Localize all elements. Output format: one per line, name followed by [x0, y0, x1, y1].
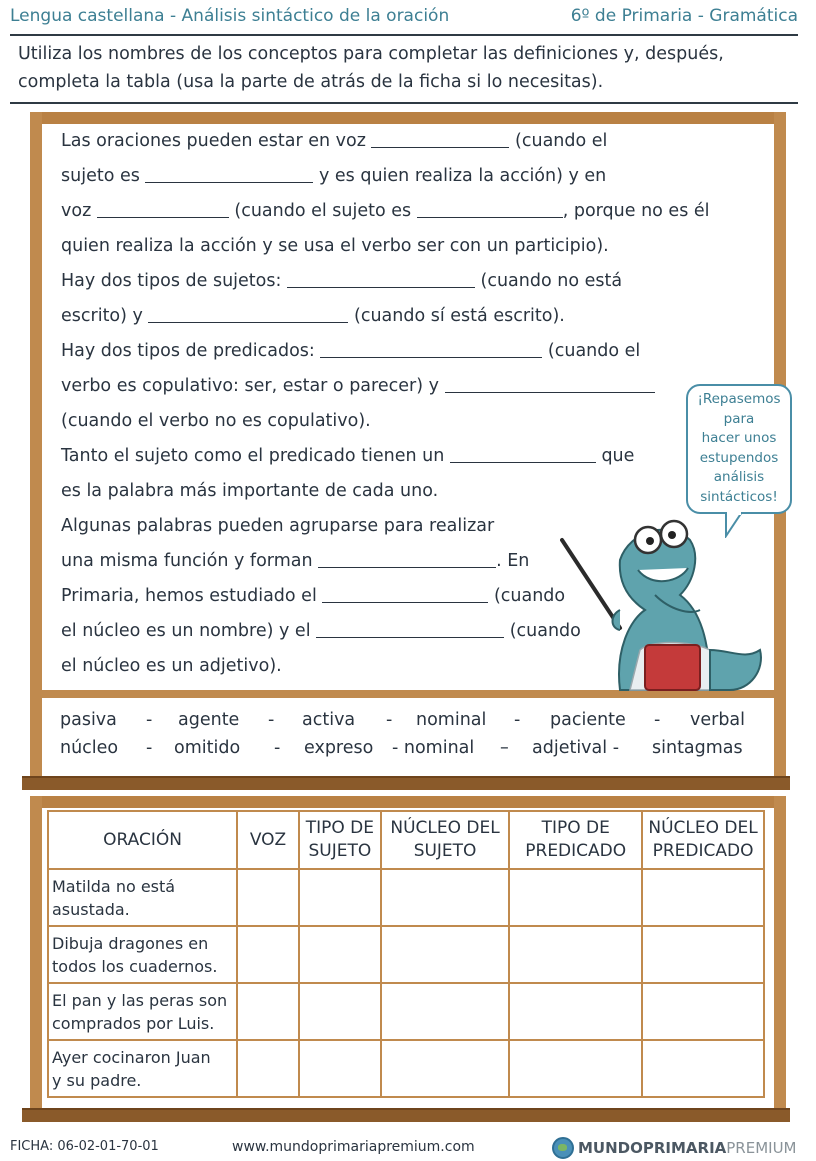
column-header: NÚCLEO DEL SUJETO: [381, 811, 510, 869]
answer-cell[interactable]: [381, 926, 510, 983]
brand-suffix: PREMIUM: [726, 1139, 797, 1157]
blank-field[interactable]: [287, 268, 475, 288]
brand-name: MUNDOPRIMARIA: [578, 1139, 727, 1157]
blank-field[interactable]: [417, 198, 563, 218]
answer-cell[interactable]: [299, 926, 381, 983]
word-bank-term: agente: [178, 710, 240, 730]
blank-field[interactable]: [316, 618, 504, 638]
word-bank-term: verbal: [690, 710, 746, 730]
bubble-line: para: [723, 410, 755, 427]
answer-cell[interactable]: [642, 926, 764, 983]
page-header: [0, 0, 816, 34]
answer-cell[interactable]: [237, 926, 299, 983]
definition-line: una misma función y forman . En: [61, 544, 761, 579]
sentence-cell: Dibuja dragones en todos los cuadernos.: [48, 926, 237, 983]
board-frame-right: [774, 796, 786, 1108]
column-header: TIPO DE PREDICADO: [509, 811, 642, 869]
answer-cell[interactable]: [381, 1040, 510, 1097]
instructions-divider: [10, 102, 798, 104]
blank-field[interactable]: [145, 163, 313, 183]
column-header: ORACIÓN: [48, 811, 237, 869]
definition-line: sujeto es y es quien realiza la acción) y en: [61, 159, 761, 194]
word-bank-separator: -: [654, 710, 661, 730]
word-bank-separator: -: [146, 710, 153, 730]
definition-line: quien realiza la acción y se usa el verbo ser con un participio).: [61, 236, 609, 256]
word-bank-separator: -: [268, 710, 275, 730]
word-bank-separator: -: [146, 738, 153, 758]
table-row: [48, 1040, 764, 1097]
table-row: [48, 926, 764, 983]
word-bank-term: nominal: [416, 710, 487, 730]
blank-field[interactable]: [445, 373, 655, 393]
word-bank-row: [60, 734, 750, 762]
answer-cell[interactable]: [642, 1040, 764, 1097]
answer-cell[interactable]: [299, 983, 381, 1040]
answer-cell[interactable]: [509, 983, 642, 1040]
table-header-row: [48, 811, 764, 869]
answer-cell[interactable]: [509, 926, 642, 983]
word-bank-term: paciente: [550, 710, 626, 730]
answer-cell[interactable]: [299, 869, 381, 926]
definition-line: Las oraciones pueden estar en voz (cuando el: [61, 124, 761, 159]
definition-line: voz (cuando el sujeto es , porque no es él: [61, 194, 761, 229]
worksheet-code: FICHA: 06-02-01-70-01: [10, 1139, 159, 1154]
table-row: [48, 869, 764, 926]
answer-cell[interactable]: [299, 1040, 381, 1097]
definition-line: el núcleo es un nombre) y el (cuando: [61, 614, 761, 649]
blank-field[interactable]: [450, 443, 596, 463]
definition-line: Primaria, hemos estudiado el (cuando: [61, 579, 761, 614]
bubble-line: ¡Repasemos: [697, 391, 781, 407]
grade-title: 6º de Primaria - Gramática: [570, 6, 798, 26]
word-bank-separator: –: [500, 738, 509, 758]
answer-cell[interactable]: [381, 869, 510, 926]
sentence-cell: Ayer cocinaron Juan y su padre.: [48, 1040, 237, 1097]
subject-title: Lengua castellana - Análisis sintáctico de la oración: [10, 6, 450, 26]
page-footer: [0, 1135, 816, 1161]
column-header: TIPO DE SUJETO: [299, 811, 381, 869]
word-bank-term: omitido: [174, 738, 241, 758]
instructions-text: Utiliza los nombres de los conceptos para completar las definiciones y, después, completa la tabla (usa la parte de atrás de la ficha si lo necesitas).: [18, 44, 724, 92]
blank-field[interactable]: [318, 548, 496, 568]
definition-line: es la palabra más importante de cada uno.: [61, 481, 439, 501]
word-bank-term: adjetival -: [532, 738, 620, 758]
answer-cell[interactable]: [509, 1040, 642, 1097]
column-header: VOZ: [237, 811, 299, 869]
sentence-cell: El pan y las peras son comprados por Luis.: [48, 983, 237, 1040]
answer-cell[interactable]: [381, 983, 510, 1040]
word-bank-separator: -: [514, 710, 521, 730]
bubble-line: sintácticos!: [700, 488, 778, 505]
word-bank-row: [60, 706, 750, 734]
definition-line: Hay dos tipos de predicados: (cuando el: [61, 334, 761, 369]
blank-field[interactable]: [97, 198, 229, 218]
column-header: NÚCLEO DEL PREDICADO: [642, 811, 764, 869]
answer-cell[interactable]: [237, 869, 299, 926]
word-bank-separator: -: [386, 710, 393, 730]
definition-line: Algunas palabras pueden agruparse para realizar: [61, 516, 495, 536]
globe-icon: [552, 1137, 574, 1159]
answer-cell[interactable]: [509, 869, 642, 926]
definition-line: Tanto el sujeto como el predicado tienen un que: [61, 439, 761, 474]
definition-line: el núcleo es un adjetivo).: [61, 656, 282, 676]
answer-cell[interactable]: [642, 869, 764, 926]
bubble-line: estupendos: [699, 449, 779, 466]
speech-bubble: [686, 384, 792, 514]
word-bank-term: - nominal: [392, 738, 475, 758]
word-bank-term: expreso: [304, 738, 374, 758]
board-shelf: [22, 776, 790, 790]
word-bank-term: sintagmas: [652, 738, 743, 758]
website-link[interactable]: www.mundoprimariapremium.com: [232, 1139, 475, 1155]
bubble-line: hacer unos: [701, 430, 777, 446]
answer-cell[interactable]: [237, 983, 299, 1040]
word-bank-term: núcleo: [60, 738, 119, 758]
definition-line: Hay dos tipos de sujetos: (cuando no está: [61, 264, 761, 299]
word-bank-separator: -: [274, 738, 281, 758]
sentence-cell: Matilda no está asustada.: [48, 869, 237, 926]
bubble-line: análisis: [713, 469, 765, 485]
header-divider: [10, 34, 798, 36]
board-frame-left: [30, 796, 42, 1108]
blank-field[interactable]: [322, 583, 488, 603]
answer-cell[interactable]: [642, 983, 764, 1040]
brand-logo: [552, 1135, 797, 1161]
board-frame-left: [30, 112, 42, 788]
word-bank-term: activa: [302, 710, 356, 730]
blank-field[interactable]: [148, 303, 348, 323]
board-frame-top: [30, 796, 786, 808]
answer-cell[interactable]: [237, 1040, 299, 1097]
dinosaur-teacher-illustration: [560, 500, 772, 692]
board-frame-top: [30, 112, 786, 124]
definition-line: escrito) y (cuando sí está escrito).: [61, 299, 761, 334]
word-bank-term: pasiva: [60, 710, 117, 730]
table-row: [48, 983, 764, 1040]
analysis-table: [47, 810, 765, 1098]
definition-line: verbo es copulativo: ser, estar o parecer) y: [61, 369, 761, 404]
definition-line: (cuando el verbo no es copulativo).: [61, 411, 371, 431]
blank-field[interactable]: [320, 338, 542, 358]
blank-field[interactable]: [371, 128, 509, 148]
board-shelf: [22, 1108, 790, 1122]
